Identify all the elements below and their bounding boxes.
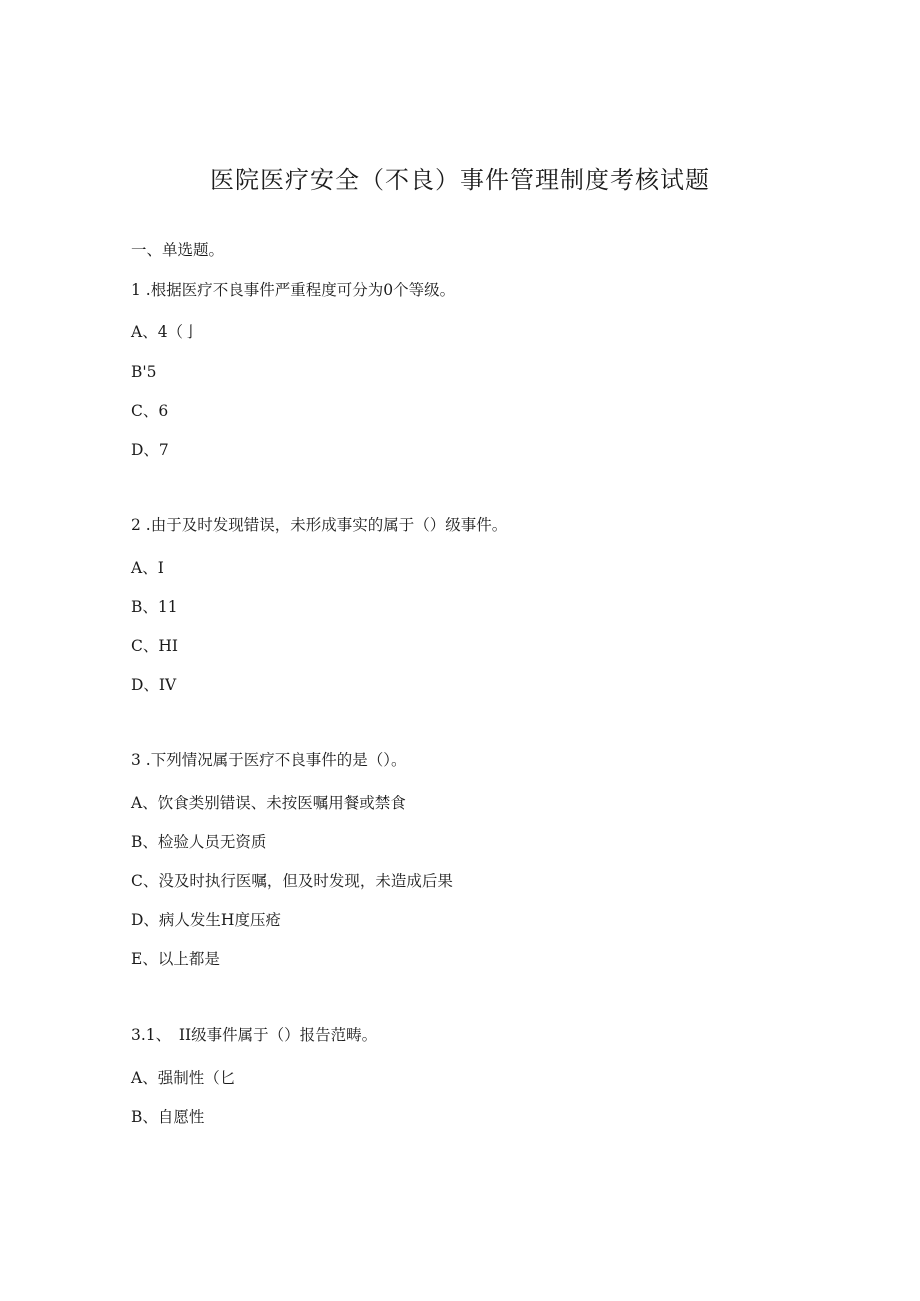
section-heading: 一、单选题。 (131, 241, 225, 259)
question-3-option-c: C、没及时执行医嘱，但及时发现，未造成后果 (131, 872, 453, 890)
document-title: 医院医疗安全（不良）事件管理制度考核试题 (210, 166, 710, 194)
question-4-option-a: A、强制性（匕 (131, 1069, 236, 1087)
question-4-stem: 3.1、 II级事件属于（）报告范畴。 (131, 1026, 378, 1044)
question-3-option-e: E、以上都是 (131, 950, 220, 968)
question-3-option-a: A、饮食类别错误、未按医嘱用餐或禁食 (131, 794, 406, 812)
question-2-option-b: B、11 (131, 598, 178, 616)
question-3-option-b: B、检验人员无资质 (131, 833, 267, 851)
question-4-option-b: B、自愿性 (131, 1108, 205, 1126)
question-1-option-a: A、4（亅 (131, 323, 199, 341)
question-1-option-b: B'5 (131, 363, 157, 381)
question-3-stem: 3 .下列情况属于医疗不良事件的是（）。 (131, 751, 407, 769)
question-2-stem: 2 .由于及时发现错误，未形成事实的属于（）级事件。 (131, 516, 508, 534)
question-1-stem: 1 .根据医疗不良事件严重程度可分为0个等级。 (131, 281, 456, 299)
question-3-option-d: D、病人发生H度压疮 (131, 911, 281, 929)
question-2-option-a: A、I (131, 559, 164, 577)
question-1-option-c: C、6 (131, 402, 169, 420)
question-2-option-d: D、IV (131, 676, 177, 694)
question-2-option-c: C、HI (131, 637, 178, 655)
question-1-option-d: D、7 (131, 441, 169, 459)
